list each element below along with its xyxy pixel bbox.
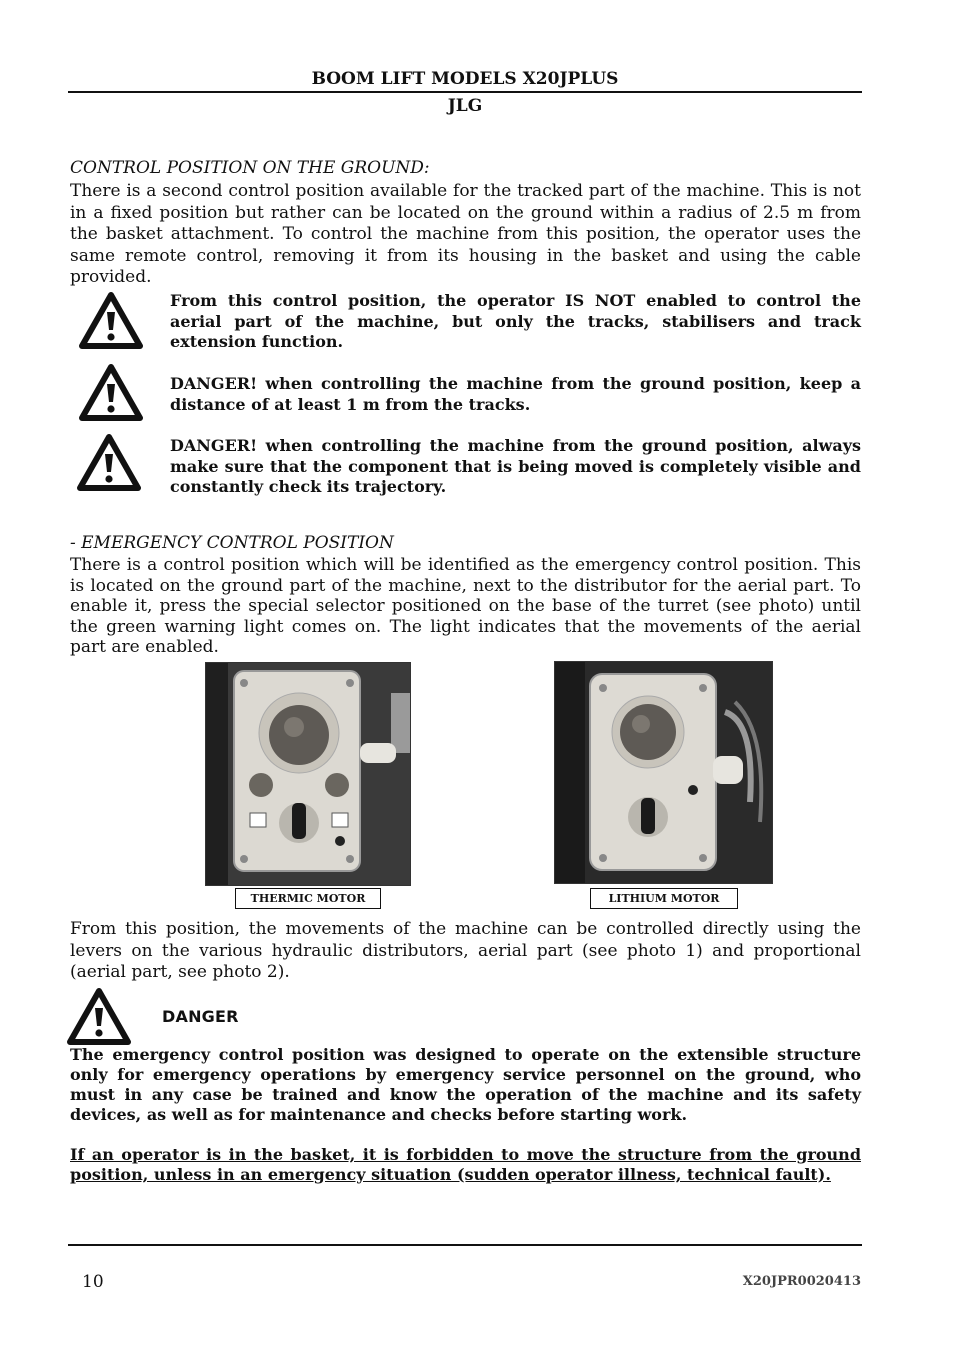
header-brand: JLG bbox=[447, 96, 483, 116]
document-code: X20JPR0020413 bbox=[742, 1274, 861, 1289]
danger-triangle-icon bbox=[67, 988, 131, 1046]
photo-lithium-motor bbox=[554, 661, 773, 884]
header-rule bbox=[68, 91, 862, 93]
header-title: BOOM LIFT MODELS X20JPLUS bbox=[311, 69, 619, 89]
emergency-panel-illustration bbox=[206, 663, 410, 885]
emergency-section-body: There is a control position which will be identified as the emergency control position. This is located on the ground part of the machine, next to the distributor for the aerial part. To enable it, press the special selector positioned on the base of the turret (see photo) until the green warning light comes on. The light indicates that the movements of the aerial part are enabled. bbox=[70, 555, 861, 658]
warning-triangle-icon bbox=[79, 364, 143, 422]
danger-body: The emergency control position was designed to operate on the extensible structure only for emergency operations by emergency service personnel on the ground, who must in any case be trained and know the operation of the machine and its safety devices, as well as for maintenance and checks before starting work. bbox=[70, 1045, 861, 1124]
danger-label: DANGER bbox=[162, 1007, 239, 1026]
footer-rule bbox=[68, 1244, 862, 1246]
photo-thermic-motor bbox=[205, 662, 411, 886]
ground-section-body: There is a second control position available for the tracked part of the machine. This is not in a fixed position but rather can be located on the ground within a radius of 2.5 m from the basket attachment. To control the machine from this position, the operator uses the same remote control, removing it from its housing in the basket and using the cable provided. bbox=[70, 181, 861, 287]
warning-triangle-icon bbox=[77, 434, 141, 492]
warning-text-3: DANGER! when controlling the machine from the ground position, always make sure that the component that is being moved is completely visible and constantly check its trajectory. bbox=[170, 436, 861, 496]
after-photos-paragraph: From this position, the movements of the machine can be controlled directly using the levers on the various hydraulic distributors, aerial part (see photo 1) and proportional (aerial part, see photo 2). bbox=[70, 919, 861, 982]
warning-text-2: DANGER! when controlling the machine from the ground position, keep a distance of at least 1 m from the tracks. bbox=[170, 374, 861, 414]
emergency-panel-illustration bbox=[555, 662, 772, 883]
ground-section-heading: CONTROL POSITION ON THE GROUND: bbox=[70, 158, 430, 178]
photo-caption-thermic: THERMIC MOTOR bbox=[235, 888, 381, 909]
photo-caption-lithium: LITHIUM MOTOR bbox=[590, 888, 738, 909]
warning-text-1: From this control position, the operator IS NOT enabled to control the aerial part of the machine, but only the tracks, stabilisers and track extension function. bbox=[170, 291, 861, 351]
danger-underlined-warning: If an operator is in the basket, it is forbidden to move the structure from the ground position, unless in an emergency situation (sudden operator illness, technical fault). bbox=[70, 1145, 861, 1184]
warning-triangle-icon bbox=[79, 292, 143, 350]
emergency-section-heading: - EMERGENCY CONTROL POSITION bbox=[70, 533, 394, 553]
page-number: 10 bbox=[82, 1272, 104, 1292]
